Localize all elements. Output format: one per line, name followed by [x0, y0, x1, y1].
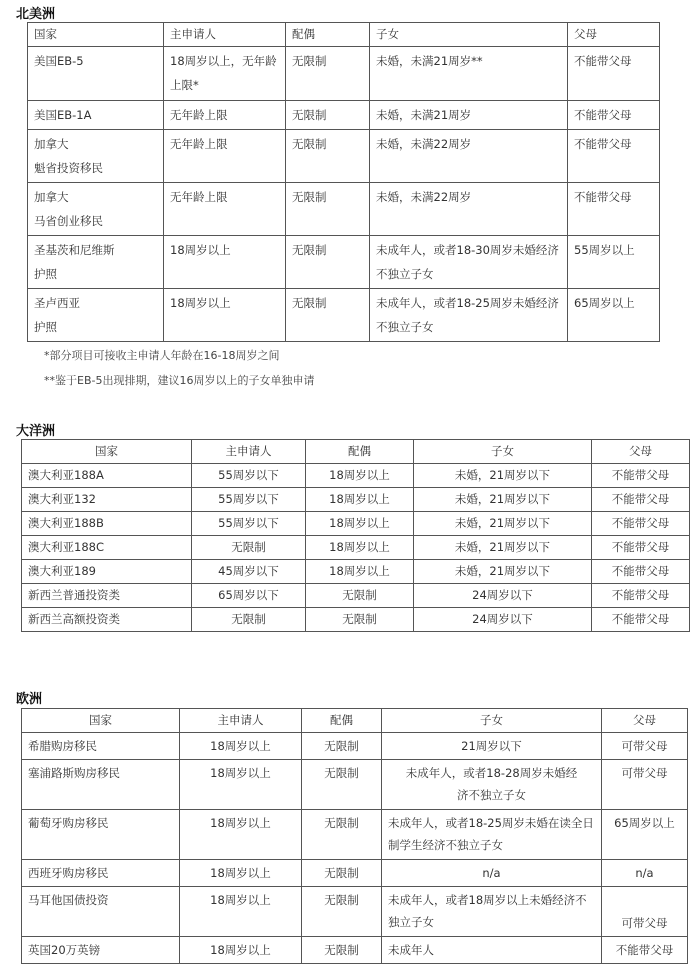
- cell-spouse: 无限制: [286, 101, 370, 130]
- country-program: 护照: [34, 267, 57, 281]
- table-row: [22, 733, 688, 760]
- cell-spouse: 无限制: [306, 584, 414, 608]
- cell-parents: 可带父母: [602, 760, 688, 810]
- table-row: [28, 47, 660, 101]
- cell-applicant: 55周岁以下: [192, 488, 306, 512]
- cell-spouse: 无限制: [286, 183, 370, 236]
- cell-applicant: 55周岁以下: [192, 512, 306, 536]
- cell-parents: 不能带父母: [592, 512, 690, 536]
- header-applicant: 主申请人: [164, 23, 286, 47]
- header-spouse: 配偶: [306, 440, 414, 464]
- cell-children: 未成年人，或者18-28周岁未婚经济不独立子女: [382, 760, 602, 810]
- table-row: [22, 887, 688, 937]
- cell-spouse: 无限制: [302, 810, 382, 860]
- europe-title: 欧洲: [16, 692, 43, 707]
- table-row: [22, 584, 690, 608]
- table-row: [22, 512, 690, 536]
- table-header-row: [22, 440, 690, 464]
- cell-country: 英国20万英镑: [22, 937, 180, 964]
- header-country: 国家: [28, 23, 164, 47]
- cell-applicant: 65周岁以下: [192, 584, 306, 608]
- table-header-row: [22, 709, 688, 733]
- header-country: 国家: [22, 709, 180, 733]
- cell-children: 未婚，未满21周岁**: [370, 47, 568, 101]
- table-row: [22, 937, 688, 964]
- cell-spouse: 无限制: [302, 887, 382, 937]
- cell-parents: 不能带父母: [592, 608, 690, 632]
- cell-parents: 55周岁以上: [568, 236, 660, 289]
- cell-country: 塞浦路斯购房移民: [22, 760, 180, 810]
- cell-spouse: 无限制: [302, 860, 382, 887]
- header-parents: 父母: [602, 709, 688, 733]
- cell-spouse: 无限制: [306, 608, 414, 632]
- cell-children: 未婚，21周岁以下: [414, 536, 592, 560]
- cell-parents: 可带父母: [602, 887, 688, 937]
- cell-applicant: 55周岁以下: [192, 464, 306, 488]
- cell-children: 未成年人，或者18-30周岁未婚经济不独立子女: [370, 236, 568, 289]
- header-applicant: 主申请人: [180, 709, 302, 733]
- cell-applicant: 18周岁以上: [180, 760, 302, 810]
- cell-children: 未成年人，或者18-25周岁未婚经济不独立子女: [370, 289, 568, 342]
- cell-applicant: 无年龄上限: [164, 183, 286, 236]
- table-row: [22, 536, 690, 560]
- table-row: [22, 760, 688, 810]
- cell-applicant: 18周岁以上: [180, 937, 302, 964]
- cell-country: 新西兰高额投资类: [22, 608, 192, 632]
- header-country: 国家: [22, 440, 192, 464]
- cell-country: 葡萄牙购房移民: [22, 810, 180, 860]
- cell-applicant: 无限制: [192, 608, 306, 632]
- cell-parents: 65周岁以上: [602, 810, 688, 860]
- cell-applicant: 18周岁以上: [180, 860, 302, 887]
- table-row: [28, 236, 660, 289]
- footnote-2: **鉴于EB-5出现排期，建议16周岁以上的子女单独申请: [44, 374, 315, 387]
- cell-country: 澳大利亚188C: [22, 536, 192, 560]
- cell-applicant: 18周岁以上: [164, 236, 286, 289]
- cell-applicant: 18周岁以上: [180, 810, 302, 860]
- cell-spouse: 18周岁以上: [306, 512, 414, 536]
- cell-applicant: 无限制: [192, 536, 306, 560]
- cell-spouse: 无限制: [286, 47, 370, 101]
- cell-country: 澳大利亚189: [22, 560, 192, 584]
- cell-children: 未成年人: [382, 937, 602, 964]
- table-row: [28, 130, 660, 183]
- cell-spouse: 18周岁以上: [306, 464, 414, 488]
- cell-children: n/a: [382, 860, 602, 887]
- cell-parents: n/a: [602, 860, 688, 887]
- country-name: 加拿大: [34, 190, 69, 204]
- cell-applicant: 18周岁以上，无年龄上限*: [164, 47, 286, 101]
- country-program: 马省创业移民: [34, 214, 103, 228]
- table-row: [22, 464, 690, 488]
- cell-children: 未成年人，或者18周岁以上未婚经济不独立子女: [382, 887, 602, 937]
- country-name: 加拿大: [34, 137, 69, 151]
- country-program: 魁省投资移民: [34, 161, 103, 175]
- cell-country: 新西兰普通投资类: [22, 584, 192, 608]
- cell-children: 24周岁以下: [414, 608, 592, 632]
- table-row: [28, 101, 660, 130]
- cell-children: 未婚，未满21周岁: [370, 101, 568, 130]
- north-america-title: 北美洲: [16, 7, 56, 22]
- cell-country: [28, 130, 164, 183]
- header-parents: 父母: [568, 23, 660, 47]
- cell-spouse: 18周岁以上: [306, 560, 414, 584]
- cell-parents: 不能带父母: [568, 130, 660, 183]
- country-name: 圣基茨和尼维斯: [34, 243, 115, 257]
- europe-table: [21, 708, 688, 964]
- cell-parents: 不能带父母: [592, 464, 690, 488]
- table-row: [28, 289, 660, 342]
- table-row: [22, 488, 690, 512]
- cell-spouse: 无限制: [286, 130, 370, 183]
- cell-applicant: 18周岁以上: [164, 289, 286, 342]
- oceania-title: 大洋洲: [16, 424, 56, 439]
- table-header-row: [28, 23, 660, 47]
- cell-applicant: 无年龄上限: [164, 101, 286, 130]
- cell-parents: 不能带父母: [568, 101, 660, 130]
- cell-applicant: 18周岁以上: [180, 733, 302, 760]
- header-children: 子女: [414, 440, 592, 464]
- cell-parents: 不能带父母: [592, 584, 690, 608]
- cell-country: 希腊购房移民: [22, 733, 180, 760]
- footnote-1: *部分项目可接收主申请人年龄在16-18周岁之间: [44, 349, 280, 362]
- cell-parents: 可带父母: [602, 733, 688, 760]
- cell-children: 未成年人，或者18-25周岁未婚在读全日制学生经济不独立子女: [382, 810, 602, 860]
- table-row: [22, 860, 688, 887]
- cell-children: 未婚，21周岁以下: [414, 512, 592, 536]
- table-row: [28, 183, 660, 236]
- cell-parents: 不能带父母: [592, 536, 690, 560]
- cell-country: 西班牙购房移民: [22, 860, 180, 887]
- cell-parents: 不能带父母: [592, 488, 690, 512]
- cell-spouse: 无限制: [302, 937, 382, 964]
- cell-applicant: 无年龄上限: [164, 130, 286, 183]
- cell-spouse: 无限制: [286, 289, 370, 342]
- country-program: 护照: [34, 320, 57, 334]
- cell-children: 未婚，21周岁以下: [414, 464, 592, 488]
- header-applicant: 主申请人: [192, 440, 306, 464]
- cell-country: [28, 289, 164, 342]
- cell-country: 马耳他国债投资: [22, 887, 180, 937]
- cell-spouse: 18周岁以上: [306, 488, 414, 512]
- cell-applicant: 45周岁以下: [192, 560, 306, 584]
- cell-children: 未婚，21周岁以下: [414, 488, 592, 512]
- cell-spouse: 无限制: [286, 236, 370, 289]
- table-row: [22, 560, 690, 584]
- country-name: 圣卢西亚: [34, 296, 80, 310]
- cell-children: 未婚，未满22周岁: [370, 183, 568, 236]
- cell-country: 澳大利亚132: [22, 488, 192, 512]
- cell-country: 美国EB-5: [28, 47, 164, 101]
- cell-parents: 65周岁以上: [568, 289, 660, 342]
- cell-children: 21周岁以下: [382, 733, 602, 760]
- cell-children: 未婚，未满22周岁: [370, 130, 568, 183]
- cell-spouse: 18周岁以上: [306, 536, 414, 560]
- cell-spouse: 无限制: [302, 760, 382, 810]
- table-row: [22, 810, 688, 860]
- north-america-table: [27, 22, 660, 342]
- table-row: [22, 608, 690, 632]
- cell-parents: 不能带父母: [592, 560, 690, 584]
- header-spouse: 配偶: [286, 23, 370, 47]
- header-spouse: 配偶: [302, 709, 382, 733]
- cell-children: 未婚，21周岁以下: [414, 560, 592, 584]
- cell-parents: 不能带父母: [602, 937, 688, 964]
- cell-parents: 不能带父母: [568, 183, 660, 236]
- cell-country: 美国EB-1A: [28, 101, 164, 130]
- cell-country: [28, 183, 164, 236]
- cell-country: 澳大利亚188B: [22, 512, 192, 536]
- cell-children: 24周岁以下: [414, 584, 592, 608]
- header-parents: 父母: [592, 440, 690, 464]
- cell-country: [28, 236, 164, 289]
- header-children: 子女: [370, 23, 568, 47]
- header-children: 子女: [382, 709, 602, 733]
- oceania-table: [21, 439, 690, 632]
- cell-applicant: 18周岁以上: [180, 887, 302, 937]
- cell-country: 澳大利亚188A: [22, 464, 192, 488]
- cell-spouse: 无限制: [302, 733, 382, 760]
- cell-parents: 不能带父母: [568, 47, 660, 101]
